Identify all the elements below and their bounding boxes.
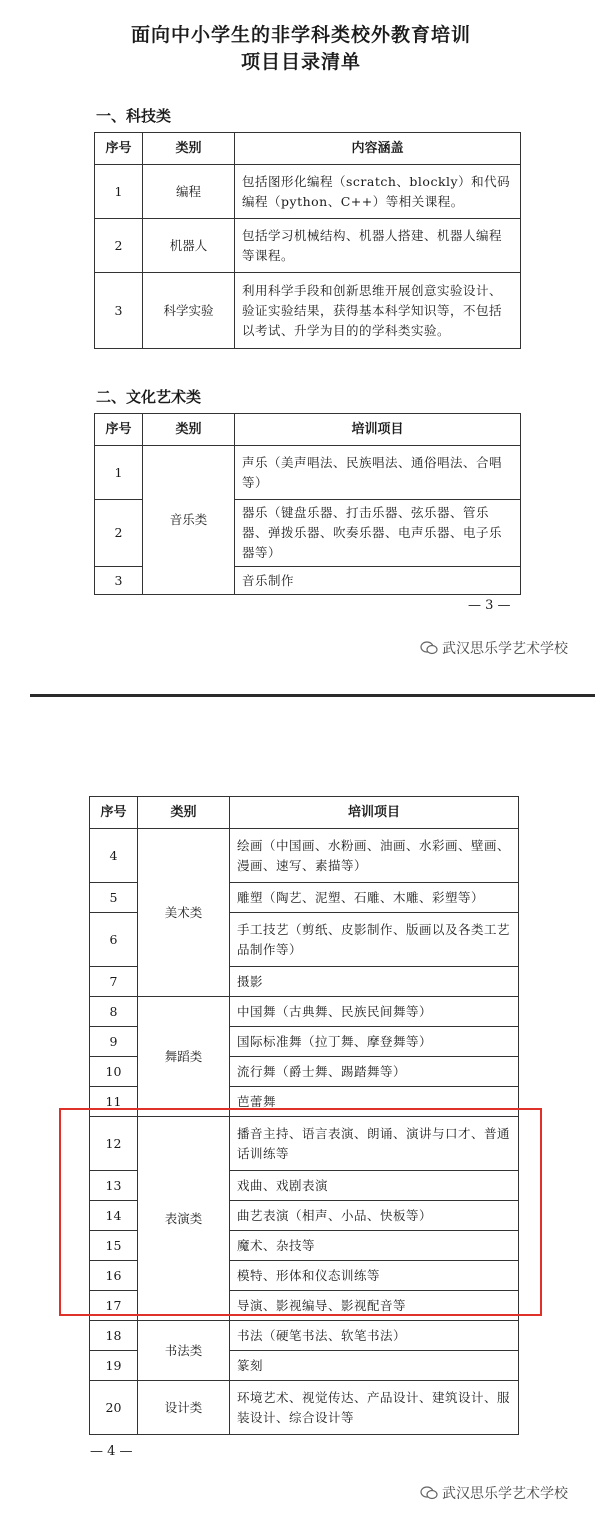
row-no: 6 (90, 913, 138, 967)
row-no: 15 (90, 1231, 138, 1261)
row-content: 利用科学手段和创新思维开展创意实验设计、验证实验结果，获得基本科学知识等，不包括以考试、升学为目的的学科类实验。 (235, 273, 521, 349)
row-no: 2 (95, 500, 143, 567)
watermark (420, 638, 568, 658)
page-number: — 4 — (90, 1444, 133, 1459)
table-row (95, 165, 521, 219)
table-row (90, 1381, 519, 1435)
row-category: 机器人 (143, 219, 235, 273)
row-content: 中国舞（古典舞、民族民间舞等） (230, 997, 519, 1027)
section2-heading: 二、文化艺术类 (96, 388, 202, 406)
row-no: 12 (90, 1117, 138, 1171)
row-content: 模特、形体和仪态训练等 (230, 1261, 519, 1291)
row-content: 戏曲、戏剧表演 (230, 1171, 519, 1201)
row-category: 科学实验 (143, 273, 235, 349)
row-category-dance: 舞蹈类 (138, 997, 230, 1117)
row-content: 流行舞（爵士舞、踢踏舞等） (230, 1057, 519, 1087)
row-content: 播音主持、语言表演、朗诵、演讲与口才、普通话训练等 (230, 1117, 519, 1171)
row-category-design: 设计类 (138, 1381, 230, 1435)
row-no: 2 (95, 219, 143, 273)
table-row (95, 273, 521, 349)
row-category-art: 美术类 (138, 829, 230, 997)
row-content: 国际标准舞（拉丁舞、摩登舞等） (230, 1027, 519, 1057)
row-content: 包括图形化编程（scratch、blockly）和代码编程（python、C++）等相关课程。 (235, 165, 521, 219)
document-title-line1: 面向中小学生的非学科类校外教育培训 (130, 24, 471, 46)
row-content: 环境艺术、视觉传达、产品设计、建筑设计、服装设计、综合设计等 (230, 1381, 519, 1435)
row-content: 摄影 (230, 967, 519, 997)
table-row (90, 997, 519, 1027)
row-no: 10 (90, 1057, 138, 1087)
row-no: 9 (90, 1027, 138, 1057)
row-no: 11 (90, 1087, 138, 1117)
row-content: 魔术、杂技等 (230, 1231, 519, 1261)
row-no: 1 (95, 446, 143, 500)
table-row (95, 446, 521, 500)
row-content: 音乐制作 (235, 567, 521, 595)
watermark-text: 武汉思乐学艺术学校 (442, 641, 568, 657)
watermark-text: 武汉思乐学艺术学校 (442, 1486, 568, 1502)
row-no: 4 (90, 829, 138, 883)
header-project: 培训项目 (235, 414, 521, 446)
header-no: 序号 (95, 133, 143, 165)
row-no: 19 (90, 1351, 138, 1381)
header-category: 类别 (143, 414, 235, 446)
row-no: 1 (95, 165, 143, 219)
row-content: 芭蕾舞 (230, 1087, 519, 1117)
header-no: 序号 (95, 414, 143, 446)
music-table (94, 413, 521, 595)
wechat-icon (420, 641, 438, 655)
row-no: 20 (90, 1381, 138, 1435)
header-no: 序号 (90, 797, 138, 829)
row-no: 13 (90, 1171, 138, 1201)
document-title-line2: 项目目录清单 (240, 51, 361, 73)
row-content: 篆刻 (230, 1351, 519, 1381)
row-category: 音乐类 (143, 446, 235, 595)
header-category: 类别 (138, 797, 230, 829)
row-no: 14 (90, 1201, 138, 1231)
row-content: 导演、影视编导、影视配音等 (230, 1291, 519, 1321)
table-row (95, 219, 521, 273)
row-content: 雕塑（陶艺、泥塑、石雕、木雕、彩塑等） (230, 883, 519, 913)
section1-heading: 一、科技类 (96, 107, 172, 125)
row-category-calligraphy: 书法类 (138, 1321, 230, 1381)
row-no: 8 (90, 997, 138, 1027)
header-content: 内容涵盖 (235, 133, 521, 165)
row-no: 7 (90, 967, 138, 997)
row-content: 书法（硬笔书法、软笔书法） (230, 1321, 519, 1351)
row-no: 5 (90, 883, 138, 913)
row-no: 17 (90, 1291, 138, 1321)
row-no: 3 (95, 567, 143, 595)
row-content: 绘画（中国画、水粉画、油画、水彩画、壁画、漫画、速写、素描等） (230, 829, 519, 883)
table-row (90, 829, 519, 883)
row-content: 声乐（美声唱法、民族唱法、通俗唱法、合唱等） (235, 446, 521, 500)
wechat-icon (420, 1486, 438, 1500)
highlight-box-performance (59, 1108, 542, 1316)
page-number: — 3 — (468, 598, 511, 613)
table-header-row (90, 797, 519, 829)
watermark (420, 1483, 568, 1503)
header-category: 类别 (143, 133, 235, 165)
header-project: 培训项目 (230, 797, 519, 829)
row-no: 18 (90, 1321, 138, 1351)
table-header-row (95, 414, 521, 446)
row-content: 包括学习机械结构、机器人搭建、机器人编程等课程。 (235, 219, 521, 273)
page-separator (30, 694, 595, 697)
row-no: 3 (95, 273, 143, 349)
row-category-performance: 表演类 (138, 1117, 230, 1321)
table-row (90, 1321, 519, 1351)
row-content: 手工技艺（剪纸、皮影制作、版画以及各类工艺品制作等） (230, 913, 519, 967)
row-content: 曲艺表演（相声、小品、快板等） (230, 1201, 519, 1231)
table-header-row (95, 133, 521, 165)
row-content: 器乐（键盘乐器、打击乐器、弦乐器、管乐器、弹拨乐器、吹奏乐器、电声乐器、电子乐器等） (235, 500, 521, 567)
row-no: 16 (90, 1261, 138, 1291)
tech-table (94, 132, 521, 349)
row-category: 编程 (143, 165, 235, 219)
